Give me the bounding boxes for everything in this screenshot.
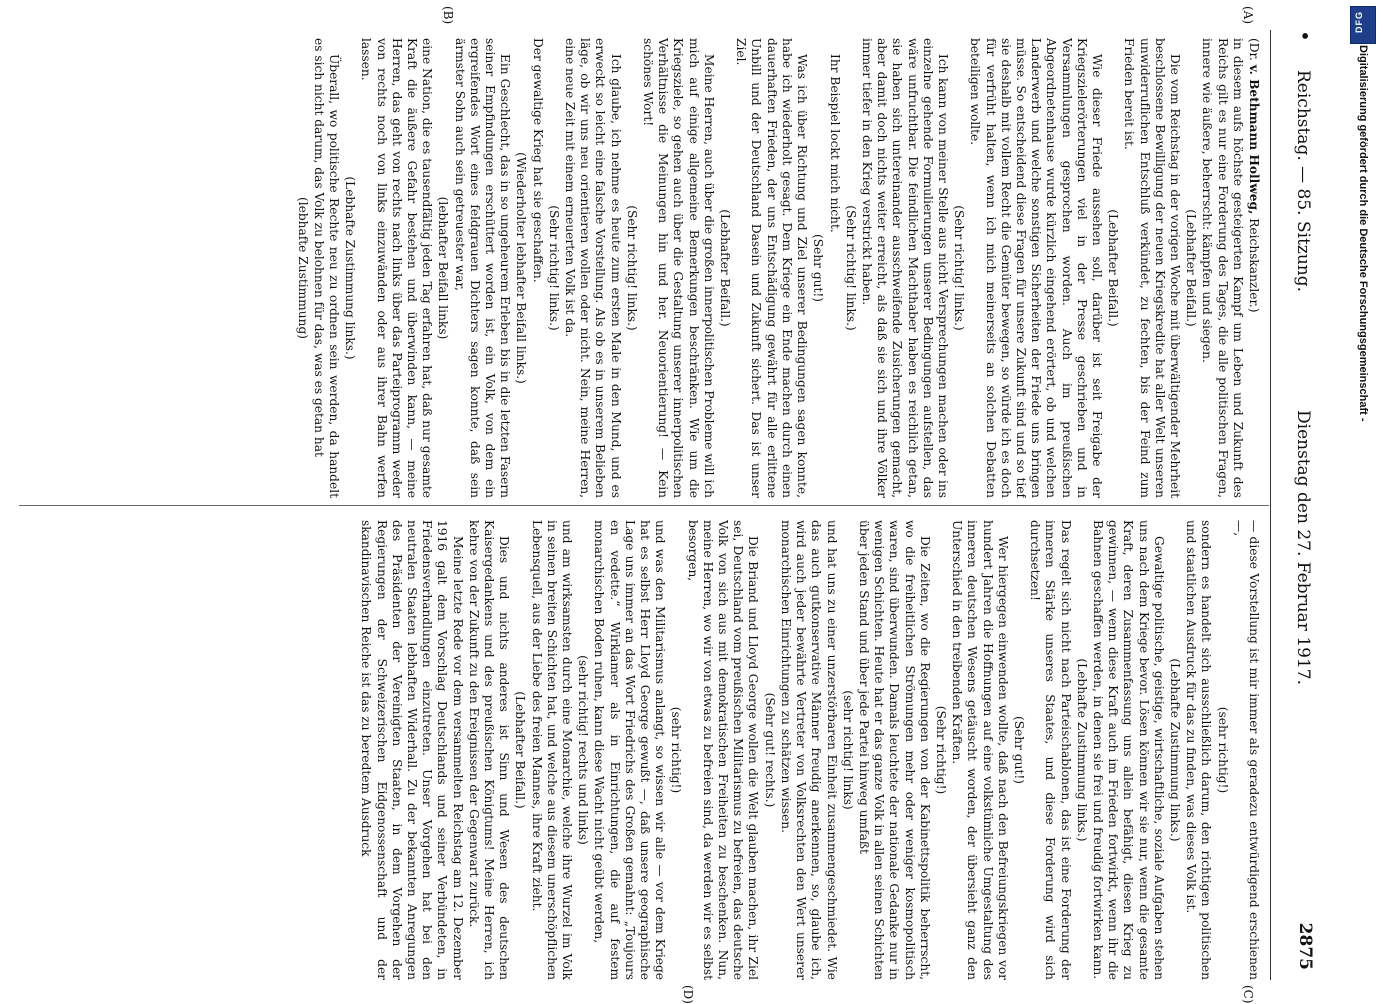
dfg-logo-text: DFG (1354, 11, 1364, 33)
paragraph: Was ich über Richtung und Ziel unserer Bedingungen sagen konnte, habe ich wiederholt gesagt. Dem Kriege ein Ende machen durch einen dauerhaften Frieden, der uns Entschädigung gewährt für alle erlittene Unbill und der Deutschland Dasein und Zukunft sichert. Das ist unser Ziel. (734, 38, 810, 498)
page-number: 2875 (1295, 922, 1315, 970)
margin-marker-d: (D) (681, 985, 695, 1004)
speaker-name: v. Bethmann Hollweg, (1247, 64, 1261, 215)
interjection: (Sehr gut! rechts.) (762, 692, 777, 808)
right-column (21, 520, 1261, 980)
interjection: (lebhafte Zustimmung) (295, 196, 310, 339)
speaker-line: (Dr. v. Bethmann Hollweg, Reichskanzler.) (1247, 38, 1261, 313)
interjection: (Sehr gut!) (1011, 715, 1026, 785)
paragraph: Wie dieser Friede aussehen soll, darüber ist seit Freigabe der Kriegszielerörterungen viel in der Presse geschrieben und in Versammlungen gesprochen worden. Auch im preußischen Abgeordnetenhause wurde kürzlich eingehend erörtert, ob und welchen Landerwerb und welche sonstigen Sicherheiten der Friede uns bringen müsse. So entscheidend diese Fragen für unsere Zukunft sind und so tief sie deshalb mit vollem Recht die Gemüter bewegen, so würde ich es doch für verfrüht halten, wenn ich mich meinerseits an solchen Debatten beteiligen wollte. (968, 38, 1104, 498)
paragraph: — diese Vorstellung ist mir immer als geradezu entwürdigend erschienen —, (1231, 520, 1261, 980)
paragraph: in diesem aufs höchste gesteigerten Kampf um Leben und Zukunft des Reichs gilt es nur eine Forderung des Tages, die alle politischen Fragen, innere wie äußere, beherrscht: kämpfen und siegen. (1200, 38, 1245, 498)
paragraph: Die Zeiten, wo die Regierungen von der Kabinettspolitik beherrscht, wo die freiheitlichen Strömungen mehr oder weniger kosmopolitisch waren, sind überwunden. Damals leuchtete der nationale Gedanke nur in wenigen Schichten. Heute hat er das ganze Volk in allen seinen Schichten über jeden Stand und über jede Partei hinweg umfaßt (856, 520, 932, 980)
page-dot: • (1293, 30, 1317, 42)
interjection: (Lebhafte Zustimmung links.) (343, 176, 358, 360)
paragraph: eine Nation, die es tausendfältig jeden Tag erfahren hat, daß nur gesamte Kraft die äußere Gefahr bestehen und überwinden kann, — meine Herren, das geht von rechts nach links über das Parteiprogramm weder von rechts noch von links einzuwänden oder aus ihrer Bahn werfen lassen. (359, 38, 435, 498)
column-separator (19, 505, 1269, 506)
paragraph: Das regelt sich nicht nach Parteischablonen, das ist eine Forderung der inneren Stärke unseres Staates, und diese Forderung wird sich durchsetzen! (1028, 520, 1073, 980)
paragraph: Die Briand und Lloyd George wollen die Welt glauben machen, ihr Ziel sei, Deutschland vom preußischen Militarismus zu befreien, das deutsche Volk von sich aus mit demokratischen Freiheiten zu beschenken. Nun, meine Herren, wo wir von etwas zu befreien sind, da werden wir es selbst besorgen, (685, 520, 761, 980)
paragraph: Überall, wo politische Rechte neu zu ordnen sein werden, da handelt es sich nicht darum, das Volk zu belohnen für das, was es getan hat (311, 38, 342, 498)
interjection: (sehr richtig!) (1215, 706, 1230, 794)
paragraph: Dies und nichts anderes ist Sinn und Wesen des deutschen Kaisergedankens und des preußischen Königtums! Meine Herren, ich kehre von der Zukunft zu den Ereignissen der Gegenwart zurück. (466, 520, 512, 980)
paragraph: und was den Militarismus anlangt, so wissen wir alle — vor dem Kriege hat es selbst Herr Lloyd George gewußt —, daß unsere geographische Lage uns immer an das Wort Friedrichs des Großen gemahnt: „Toujours en vedette.“ Wirklamer als in Einrichtungen, die auf festem monarchischen Boden ruhen, kann diese Wacht nicht geübt werden, (592, 520, 668, 980)
interjection: (Lebhafte Zustimmung links.) (1167, 658, 1182, 842)
margin-marker-c: (C) (1241, 985, 1255, 1004)
digitization-credit-text: Digitalisierung gefördert durch die Deutsche Forschungsgemeinschaft - (1357, 45, 1369, 422)
header-left: Reichstag. — 85. Sitzung. (1293, 70, 1313, 293)
interjection: (Sehr richtig! links.) (843, 205, 858, 331)
speaker-role: Reichskanzler. (1247, 218, 1261, 308)
paragraph: Die vom Reichstag in der vorigen Woche mit überwältigender Mehrheit beschlossene Bewilligung der neuen Kriegskredite hat aller Welt unseren unwiderruflichen Entschluß verkündet, zu fechten, bis der Feind zum Frieden bereit ist. (1122, 38, 1182, 498)
interjection: (Sehr richtig! links.) (624, 205, 639, 331)
header-rule (1270, 30, 1271, 980)
paragraph: Der gewaltige Krieg hat sie geschaffen. (530, 38, 545, 283)
paragraph: Ich glaube, ich nehme es heute zum ersten Male in den Mund, und es erweckt so leicht eine falsche Vorstellung. Als ob es in unserem Belieben läge, ob wir uns neu orientieren wollen oder nicht. Nein, meine Herren, eine neue Zeit mit einem erneuerten Volk ist da. (563, 38, 623, 498)
header-center: Dienstag den 27. Februar 1917. (1293, 410, 1313, 686)
interjection: (Sehr gut!) (811, 233, 826, 303)
paragraph: Meine Herren, auch über die großen innerpolitischen Probleme will ich mich auf einige allgemeine Bemerkungen beschränken. Wie um die Kriegsziele, so gehen auch über die Gestaltung unserer innerpolitischen Verhältnisse die Meinungen hin und her. Neuorientierung! — Kein schönes Wort! (641, 38, 716, 498)
interjection: (Lebhafte Zustimmung links.) (1074, 658, 1089, 842)
paragraph: Wer hiergegen einwenden wollte, daß nach den Befreiungskriegen vor hundert Jahren die Hoffnungen auf eine volkstümliche Umgestaltung des inneren deutschen Wesens getäuscht worden, der übersieht ganz den Unterschied in den treibenden Kräften. (950, 520, 1010, 980)
paragraph: Gewaltige politische, geistige, wirtschaftliche, soziale Aufgaben stehen uns nach dem Kriege bevor. Lösen können wir sie nur, wenn die gesamte Kraft, deren Zusammenfassung uns allein befähigt, diesen Krieg zu gewinnen, — wenn diese Kraft auch im Frieden fortwirkt, wenn ihr die Bahnen geschaffen werden, in denen sie frei und freudig fortwirken kann. (1090, 520, 1166, 980)
interjection: (lebhafter Beifall links) (436, 196, 451, 340)
interjection: (Sehr richtig!) (933, 705, 948, 795)
interjection: (Lebhafter Beifall.) (718, 209, 733, 327)
interjection: (sehr richtig! rechts und links) (576, 655, 591, 845)
paragraph: Ihr Beispiel lockt mich nicht. (827, 54, 842, 233)
speaker-prefix: (Dr. (1247, 38, 1261, 61)
interjection: (Lebhafter Beifall.) (513, 691, 528, 809)
interjection: (sehr richtig!) (669, 706, 684, 794)
interjection: (Wiederholter lebhafter Beifall links.) (514, 152, 529, 384)
digitization-credit (1351, 45, 1373, 955)
interjection: (Lebhafter Beifall.) (1184, 209, 1199, 327)
running-head (1277, 30, 1317, 970)
left-column (21, 38, 1261, 498)
interjection: (Sehr richtig! links.) (952, 205, 967, 331)
paragraph: Ich kann von meiner Stelle aus nicht Versprechungen machen oder ins einzelne gehende Formulierungen unserer Bedingungen aufstellen, das wäre unfruchtbar. Die feindlichen Machthaber haben es reichlich getan, sie haben sich untereinander ausschweifende Zusicherungen gemacht, aber damit doch nichts weiter erreicht, als daß sie sich und ihre Völker immer tiefer in den Krieg verstrickt haben. (859, 38, 950, 498)
paragraph: Ein Geschlecht, das in so ungeheurem Erleben bis in die letzten Fasern seiner Empfindungen erschüttert worden ist, ein Volk, von dem ein ergreifendes Wort eines feldgrauen Dichters sagen konnte, daß sein ärmster Sohn auch sein getreuester war, (452, 38, 513, 498)
paragraph: sondern es handelt sich ausschließlich darum, den richtigen politischen und staatlichen Ausdruck für das zu finden, was dieses Volk ist. (1184, 520, 1214, 980)
paragraph: und am wirksamsten durch eine Monarchie, welche ihre Wurzel im Volk in seinen breiten Schichten hat, und welche aus diesem unerschöpflichen Lebensquell, aus der Liebe des freien Mannes, ihre Kraft zieht. (529, 520, 575, 980)
interjection: (Sehr richtig! links.) (546, 205, 561, 331)
interjection: (Lebhafter Beifall.) (1106, 209, 1121, 327)
margin-marker-b: (B) (441, 6, 455, 25)
paragraph: Meine letzte Rede vor dem versammelten Reichstag am 12. Dezember 1916 galt dem Vorschlag Deutschlands und seiner Verbündeten, in Friedensverhandlungen einzutreten. Unser Vorgehen hat bei den neutralen Staaten lebhaften Widerhall. Zu der bekannten Anregungen des Präsidenten der Vereinigten Staaten, in dem Vorgehen der Regierungen der Schweizerischen Eidgenossenschaft und der skandinavischen Reiche ist das zu beredtem Ausdruck (359, 520, 465, 980)
margin-marker-a: (A) (1241, 6, 1255, 25)
paragraph: und hat uns zu einer unzerstörbaren Einheit zusammengeschmiedet. Wie das auch gutkonservative Männer freudig anerkennen, so, glaube ich, wird auch jeder bewährte Vertreter von Volksrechten den Wert unserer monarchischen Einrichtungen zu schätzen wissen. (778, 520, 839, 980)
interjection: (sehr richtig! links) (840, 690, 855, 810)
dfg-logo (1350, 6, 1376, 44)
